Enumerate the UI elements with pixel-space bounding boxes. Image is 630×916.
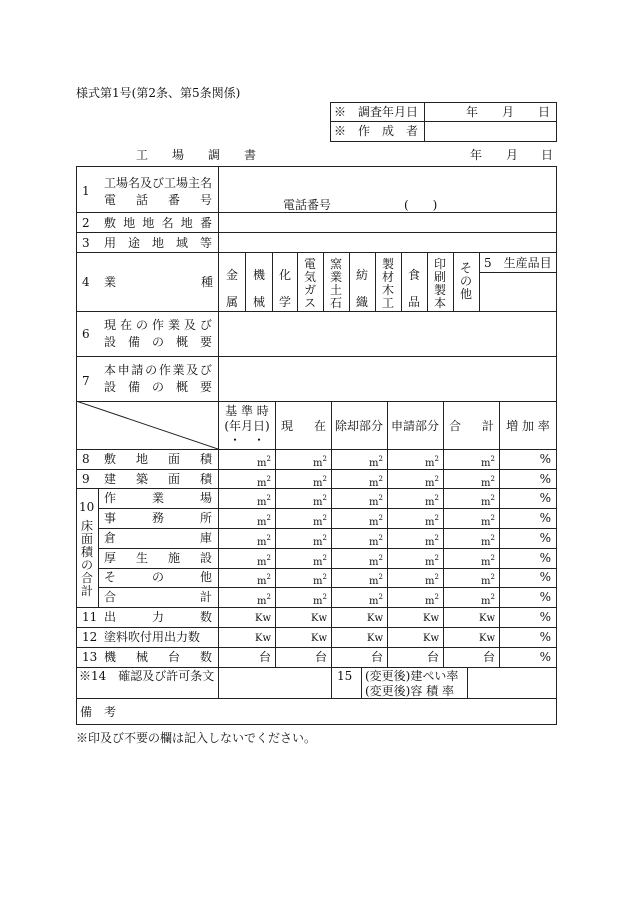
unit-area: $m^2$ [369, 494, 383, 508]
form-number: 様式第1号(第2条、第5条関係) [76, 86, 241, 100]
row2-num: 2 [82, 216, 90, 230]
unit-percent: % [539, 511, 551, 525]
row4-num: 4 [82, 275, 90, 289]
header-applied: 申請部分 [390, 419, 439, 433]
unit-area: $m^2$ [313, 514, 327, 528]
unit-area: $m^2$ [481, 455, 495, 469]
row4-label-a: 業 [104, 275, 117, 289]
unit-percent: % [539, 650, 551, 664]
unit-area: $m^2$ [481, 514, 495, 528]
title-month: 月 [506, 148, 519, 162]
header-base: 基 準 時 [225, 404, 269, 418]
unit-kw: Kw [254, 613, 271, 624]
author-label: ※ 作 成 者 [334, 124, 419, 138]
row11-num: 11 [82, 610, 98, 624]
unit-area: $m^2$ [369, 455, 383, 469]
unit-percent: % [539, 610, 551, 624]
row4-label-b: 種 [201, 275, 214, 289]
industry-printing: 印刷製本 [433, 257, 446, 310]
industry-lumber: 製材木工 [381, 257, 394, 310]
row1-num: 1 [82, 184, 90, 198]
unit-count: 台 [482, 650, 495, 664]
row9-label: 建 築 面 積 [104, 472, 212, 486]
unit-kw: Kw [254, 633, 271, 644]
unit-area: $m^2$ [369, 573, 383, 587]
row10-sub-workshop: 作 業 場 [104, 491, 212, 505]
unit-kw: Kw [366, 613, 383, 624]
unit-area: $m^2$ [369, 593, 383, 607]
header-base-dots: ・ ・ [228, 433, 265, 447]
row7-label-2: 設 備 の 概 要 [104, 380, 212, 394]
row14-label: ※14 確認及び許可条文 [79, 669, 215, 683]
unit-area: $m^2$ [313, 573, 327, 587]
row1-label-phone: 電 話 番 号 [104, 193, 212, 207]
unit-count: 台 [314, 650, 327, 664]
header-current: 現 在 [281, 419, 326, 433]
unit-percent: % [539, 472, 551, 486]
unit-area: $m^2$ [257, 455, 271, 469]
header-total: 合 計 [449, 419, 494, 433]
unit-area: $m^2$ [257, 494, 271, 508]
survey-date-label: ※ 調査年月日 [334, 105, 419, 119]
row6-num: 6 [82, 327, 90, 341]
unit-count: 台 [370, 650, 383, 664]
unit-area: $m^2$ [313, 475, 327, 489]
unit-area: $m^2$ [313, 494, 327, 508]
row2-label: 敷 地 地 名 地 番 [104, 216, 212, 230]
unit-kw: Kw [422, 613, 439, 624]
unit-area: $m^2$ [369, 534, 383, 548]
phone-paren: ( ) [404, 198, 438, 212]
row15-line2: (変更後)容 積 率 [365, 684, 454, 698]
unit-area: $m^2$ [425, 494, 439, 508]
unit-area: $m^2$ [257, 554, 271, 568]
unit-area: $m^2$ [481, 554, 495, 568]
industry-textile: 紡織 [355, 268, 368, 309]
survey-year: 年 [466, 105, 479, 119]
unit-area: $m^2$ [313, 554, 327, 568]
unit-kw: Kw [478, 633, 495, 644]
row12-num: 12 [82, 630, 98, 644]
row13-label: 機 械 台 数 [104, 650, 212, 664]
industry-metal: 金属 [225, 268, 238, 309]
unit-percent: % [539, 491, 551, 505]
industry-other: その他 [459, 261, 472, 301]
unit-area: $m^2$ [481, 475, 495, 489]
unit-percent: % [539, 452, 551, 466]
row15-line1: (変更後)建ぺい率 [365, 669, 459, 683]
header-increase: 増 加 率 [506, 419, 550, 433]
unit-kw: Kw [366, 633, 383, 644]
row6-label-1: 現 在 の 作 業 及 び [104, 318, 212, 332]
row11-label: 出 力 数 [104, 610, 212, 624]
product-label: 5 生産品目 [484, 256, 552, 270]
unit-count: 台 [258, 650, 271, 664]
row7-num: 7 [82, 374, 90, 388]
unit-area: $m^2$ [369, 475, 383, 489]
unit-area: $m^2$ [481, 573, 495, 587]
row6-label-2: 設 備 の 概 要 [104, 335, 212, 349]
unit-percent: % [539, 630, 551, 644]
unit-area: $m^2$ [425, 554, 439, 568]
row8-num: 8 [82, 452, 90, 466]
industry-chemical: 化学 [278, 268, 291, 309]
unit-area: $m^2$ [481, 593, 495, 607]
page-title: 工 場 調 書 [136, 148, 257, 162]
survey-day: 日 [538, 105, 551, 119]
row12-label: 塗料吹付用出力数 [104, 630, 201, 644]
row3-num: 3 [82, 236, 90, 250]
unit-area: $m^2$ [425, 455, 439, 469]
row15-num: 15 [337, 669, 353, 683]
title-year: 年 [470, 148, 483, 162]
row10-sub-other: そ の 他 [104, 570, 212, 584]
row1-label-name: 工場名及び工場主名 [104, 176, 213, 190]
unit-count: 台 [426, 650, 439, 664]
unit-area: $m^2$ [425, 475, 439, 489]
header-removed: 除却部分 [334, 419, 383, 433]
unit-area: $m^2$ [425, 573, 439, 587]
unit-area: $m^2$ [481, 494, 495, 508]
unit-area: $m^2$ [257, 475, 271, 489]
unit-area: $m^2$ [313, 455, 327, 469]
unit-area: $m^2$ [257, 593, 271, 607]
row7-label-1: 本 申 請 の 作 業 及 び [104, 363, 212, 377]
unit-percent: % [539, 590, 551, 604]
row10-sub-office: 事 務 所 [104, 511, 212, 525]
industry-ceramics: 窯業土石 [329, 257, 342, 310]
row3-label: 用 途 地 域 等 [104, 236, 212, 250]
industry-food: 食品 [407, 268, 420, 309]
title-day: 日 [541, 148, 554, 162]
industry-electric-gas: 電気ガス [303, 257, 316, 310]
unit-kw: Kw [478, 613, 495, 624]
unit-area: $m^2$ [257, 534, 271, 548]
row8-label: 敷 地 面 積 [104, 452, 212, 466]
unit-area: $m^2$ [257, 573, 271, 587]
survey-month: 月 [502, 105, 515, 119]
header-diagonal [76, 401, 218, 449]
row10-sub-warehouse: 倉 庫 [104, 531, 212, 545]
unit-area: $m^2$ [257, 514, 271, 528]
unit-area: $m^2$ [369, 554, 383, 568]
unit-area: $m^2$ [425, 514, 439, 528]
remarks-label: 備 考 [80, 705, 117, 719]
unit-area: $m^2$ [313, 534, 327, 548]
unit-kw: Kw [422, 633, 439, 644]
unit-kw: Kw [310, 613, 327, 624]
row10-num: 10 [79, 500, 95, 514]
unit-kw: Kw [310, 633, 327, 644]
unit-percent: % [539, 570, 551, 584]
row9-num: 9 [82, 472, 90, 486]
row13-num: 13 [82, 650, 98, 664]
unit-percent: % [539, 551, 551, 565]
row10-sub-total: 合 計 [104, 590, 212, 604]
unit-area: $m^2$ [425, 534, 439, 548]
header-base-date: (年月日) [224, 419, 270, 433]
unit-percent: % [539, 531, 551, 545]
row10-sub-welfare: 厚 生 施 設 [104, 551, 212, 565]
unit-area: $m^2$ [425, 593, 439, 607]
industry-machine: 機械 [252, 268, 265, 309]
unit-area: $m^2$ [313, 593, 327, 607]
footnote: ※印及び不要の欄は記入しないでください。 [76, 731, 317, 745]
phone-number-label: 電話番号 [283, 198, 332, 212]
unit-area: $m^2$ [369, 514, 383, 528]
unit-area: $m^2$ [481, 534, 495, 548]
floor-area-total-label: 床面積の合計 [80, 519, 93, 598]
